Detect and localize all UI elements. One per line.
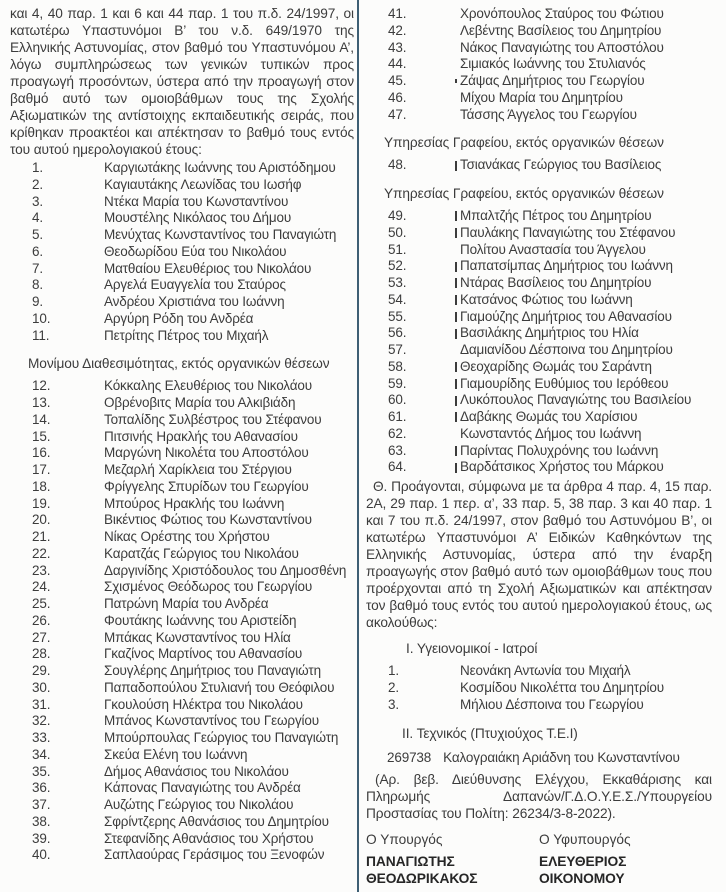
item-name: Αυζώτης Γεώργιος του Νικολάου [104, 797, 294, 812]
item-number: 39. [32, 830, 51, 846]
item-number: 26. [32, 612, 51, 628]
item-name: Λυκόπουλος Παναγιώτης του Βασιλείου [460, 392, 692, 408]
item-name: Ντάρας Βασίλειος του Δημητρίου [460, 275, 652, 290]
item-number: 24. [32, 579, 51, 595]
list-item [366, 392, 712, 409]
list-item [10, 294, 354, 311]
item-name: Νεονάκη Αντωνία του Μιχαήλ [460, 663, 631, 678]
item-name: Λεβέντης Βασίλειος του Δημητρίου [460, 22, 662, 38]
item-number: 27. [32, 629, 51, 645]
list-item [10, 847, 354, 864]
list-item [10, 194, 354, 211]
right-column [366, 5, 712, 887]
item-name: Μενύχτας Κωνσταντίνος του Παναγιώτη [104, 227, 337, 242]
list-item [10, 227, 354, 244]
item-number: 13. [32, 395, 51, 410]
item-number: 4. [32, 210, 43, 226]
list-item [366, 459, 712, 476]
list-item [10, 730, 354, 747]
item-number: 37. [32, 797, 51, 812]
item-name: Μίχου Μαρία του Δημητρίου [460, 89, 623, 105]
item-number: 21. [32, 529, 51, 544]
list-item [366, 90, 712, 107]
item-number: 30. [32, 679, 51, 695]
list-item [10, 177, 354, 194]
item-name: Κοσμίδου Νικολέττα του Δημητρίου [460, 679, 664, 695]
list-item [366, 6, 712, 23]
item-number: 17. [32, 462, 51, 477]
list-item [10, 261, 354, 278]
item-number: 41. [388, 6, 407, 21]
item-name: Δαμιανίδου Δέσποινα του Δημητρίου [460, 342, 673, 357]
signature-name: ΕΛΕΥΘΕΡΙΟΣ ΟΙΚΟΝΟΜΟΥ [539, 854, 627, 886]
item-number: 28. [32, 646, 51, 662]
item-name: Σκεύα Ελένη του Ιωάννη [104, 746, 248, 762]
list-item [10, 579, 354, 596]
item-number: 32. [32, 713, 51, 729]
list-item [10, 445, 354, 462]
item-number: 61. [388, 409, 407, 424]
item-number: 16. [32, 445, 51, 461]
item-number: 40. [32, 847, 51, 863]
list-item [10, 210, 354, 227]
item-name: Καγιαυτάκης Λεωνίδας του Ιωσήφ [104, 176, 302, 192]
promotion-list-48 [366, 157, 712, 174]
list-item [10, 328, 354, 345]
certificate-note: (Αρ. βεβ. Διεύθυνσης Ελέγχου, Εκκαθάρισης και Πληρωμής Δαπανών/Γ.Δ.Ο.Υ.Ε.Σ./Υπουργείου Προστασίας του Πολίτη: 26234/3-8-2022). [366, 772, 712, 822]
item-name: Σιμιακός Ιωάννης του Στυλιανός [460, 56, 646, 72]
item-name: Κατσάνος Φώτιος του Ιωάννη [460, 291, 633, 307]
item-number: 11. [32, 327, 50, 343]
item-number: 18. [32, 478, 51, 494]
signatures-block [366, 831, 712, 887]
intro-paragraph: και 4, 40 παρ. 1 και 6 και 44 παρ. 1 του π.δ. 24/1997, οι κατωτέρω Υπαστυνόμοι Β’ του ν.δ. 649/1970 της Ελληνικής Αστυνομίας, στον βαθμό του Υπαστυνόμου Α’, λόγω συμπληρώσεως των γενικών τυπικών προς προαγωγή προσόντων, ύστερα από την προαγωγή στον βαθμό αυτό των ομοιοβάθμων τους της Σχολής Αξιωματικών της αντίστοιχης εκπαιδευτικής σειράς, που κρίθηκαν προακτέοι και απέκτησαν το βαθμό τους εντός του αυτού ημερολογιακού έτους: [10, 6, 354, 157]
item-name: Στεφανίδης Αθανάσιος του Χρήστου [104, 830, 314, 846]
list-item [10, 764, 354, 781]
item-number: 8. [32, 277, 43, 293]
item-number: 64. [388, 459, 407, 475]
item-number: 62. [388, 425, 407, 441]
item-number: 36. [32, 780, 51, 796]
item-number: 10. [32, 310, 51, 326]
list-item [10, 529, 354, 546]
item-name: Μπαλτζής Πέτρος του Δημητρίου [460, 208, 652, 223]
item-number: 52. [388, 258, 407, 274]
redaction-mark [455, 262, 457, 272]
item-number: 54. [388, 291, 407, 307]
list-item [10, 395, 354, 412]
redaction-mark [455, 379, 457, 389]
item-name: Φρίγγελης Σπυρίδων του Γεωργίου [104, 478, 309, 494]
item-number: 9. [32, 294, 43, 309]
item-name: Γιαμουρίδης Ευθύμιος του Ιερόθεου [460, 375, 669, 391]
item-name: Αργύρη Ρόδη του Ανδρέα [104, 310, 254, 326]
item-name: Βασιλάκης Δημήτριος του Ηλία [460, 325, 639, 341]
theta-paragraph: Θ. Προάγονται, σύμφωνα με τα άρθρα 4 παρ. 4, 15 παρ. 2Α, 29 παρ. 1 περ. α’, 33 παρ. 5, 38 παρ. 3 και 40 παρ. 1 και 7 του π.δ. 24/1997, στον βαθμό του Αστυνόμου Β’, οι κατωτέρω Υπαστυνόμοι Α’ Ειδικών Καθηκόντων της Ελληνικής Αστυνομίας, ύστερα από την έναρξη προαγωγής στον βαθμό αυτό των ομοιοβάθμων τους που προέρχονται από τη Σχολή Αξιωματικών και απέκτησαν τον βαθμό τους εντός του αυτού ημερολογιακού έτους, ως ακολούθως: [366, 479, 712, 630]
list-item [10, 244, 354, 261]
item-number: 50. [388, 224, 407, 240]
item-name: Πιτσινής Ηρακλής του Αθανασίου [104, 428, 298, 444]
item-name: Μπάκας Κωνσταντίνος του Ηλία [104, 629, 291, 645]
list-item [366, 225, 712, 242]
item-number: 45. [388, 73, 407, 88]
item-name: Σουγλέρης Δημήτριος του Παναγιώτη [104, 663, 321, 678]
item-name: Τσιανάκας Γεώργιος του Βασίλειος [460, 157, 662, 173]
list-item [10, 311, 354, 328]
list-item [366, 680, 712, 697]
item-name: Μουστέλης Νικόλαος του Δήμου [104, 210, 292, 226]
list-item [10, 697, 354, 714]
signature-title: Ο Υπουργός [366, 832, 443, 848]
list-item [366, 56, 712, 73]
item-name: Θεοχαρίδης Θωμάς του Σαράντη [460, 358, 652, 374]
item-name: Νίκας Ορέστης του Χρήστου [104, 529, 270, 544]
item-number: 46. [388, 89, 407, 105]
item-name: Παπατσίμπας Δημήτριος του Ιωάννη [460, 258, 673, 274]
list-item [366, 342, 712, 359]
item-number: 14. [32, 411, 51, 427]
list-item [10, 630, 354, 647]
redaction-mark [455, 79, 457, 83]
list-item [10, 479, 354, 496]
redaction-mark [455, 278, 457, 288]
item-number: 48. [388, 157, 407, 173]
item-number: 6. [32, 243, 43, 259]
item-name: Γιαμούζης Δημήτριος του Αθανασίου [460, 308, 672, 324]
list-item [10, 596, 354, 613]
item-number: 22. [32, 545, 51, 561]
item-name: Φουτάκης Ιωάννης του Αριστείδη [104, 612, 297, 628]
list-item [10, 496, 354, 513]
subsection-texnikos: ΙΙ. Τεχνικός (Πτυχιούχος Τ.Ε.Ι) [402, 726, 578, 742]
redaction-mark [455, 446, 457, 456]
item-number: 19. [32, 495, 51, 511]
list-item [10, 613, 354, 630]
item-name: Καρατζάς Γεώργιος του Νικολάου [104, 545, 299, 561]
item-name: Τοπαλίδης Συλβέστρος του Στέφανου [104, 411, 322, 427]
item-name: Παυλάκης Παναγιώτης του Στέφανου [460, 224, 676, 240]
item-number: 20. [32, 512, 51, 528]
item-name: Παρίντας Πολυχρόνης του Ιωάννη [460, 442, 659, 458]
signature-minister [366, 831, 539, 887]
item-number: 3. [32, 193, 43, 209]
item-number: 44. [388, 56, 407, 72]
list-item [366, 359, 712, 376]
column-divider-rule [357, 0, 359, 892]
redaction-mark [455, 312, 457, 322]
item-number: 7. [32, 260, 43, 276]
item-number: 5. [32, 227, 43, 242]
list-item [366, 663, 712, 680]
item-number: 55. [388, 308, 407, 324]
item-number: 42. [388, 22, 407, 38]
list-item [366, 73, 712, 90]
list-item [10, 429, 354, 446]
item-name: Νάκος Παναγιώτης του Αποστόλου [460, 39, 664, 55]
item-name: Οβρένοβιτς Μαρία του Αλκιβιάδη [104, 395, 296, 410]
redaction-mark [455, 362, 457, 372]
list-item [366, 157, 712, 174]
item-name: Πατρώνη Μαρία του Ανδρέα [104, 596, 269, 611]
item-number: 43. [388, 39, 407, 55]
item-name: Χρονόπουλος Σταύρος του Φώτιου [460, 6, 664, 21]
item-number: 25. [32, 596, 51, 611]
list-item [366, 275, 712, 292]
item-number: 53. [388, 275, 407, 290]
list-item [366, 40, 712, 57]
item-number: 2. [32, 176, 43, 192]
list-item [366, 242, 712, 259]
list-item [366, 426, 712, 443]
list-item [10, 831, 354, 848]
item-number: 51. [388, 241, 407, 257]
item-number: 33. [32, 730, 51, 745]
registry-number: 269738 [387, 750, 432, 766]
promotion-list-12-40 [10, 378, 354, 864]
signature-title: Ο Υφυπουργός [539, 832, 631, 848]
list-item [10, 646, 354, 663]
item-name: Γκαζίνος Μαρτίνος του Αθανασίου [104, 646, 303, 662]
section-header-ypiresias-grafeiou-2: Υπηρεσίας Γραφείου, εκτός οργανικών θέσεων [384, 186, 664, 201]
item-number: 23. [32, 562, 51, 578]
signature-name: ΠΑΝΑΓΙΩΤΗΣ ΘΕΟΔΩΡΙΚΑΚΟΣ [366, 854, 478, 886]
list-item [10, 680, 354, 697]
item-name: Μπούρπουλας Γεώργιος του Παναγιώτη [104, 730, 339, 745]
redaction-mark [455, 161, 457, 171]
list-item [10, 160, 354, 177]
item-number: 38. [32, 813, 51, 829]
item-name: Γκουλούση Ηλέκτρα του Νικολάου [104, 696, 303, 712]
list-item [366, 443, 712, 460]
item-name: Κωνσταντός Δήμος του Ιωάννη [460, 425, 642, 441]
doctors-list-1-3 [366, 663, 712, 713]
item-number: 31. [32, 696, 51, 712]
promotion-list-49-64 [366, 208, 712, 476]
item-name: Σφρίντζερης Αθανάσιος του Δημητρίου [104, 813, 329, 829]
left-column [10, 5, 354, 864]
list-item [366, 208, 712, 225]
item-number: 49. [388, 208, 407, 223]
redaction-mark [455, 295, 457, 305]
item-name: Δήμος Αθανάσιος του Νικολάου [104, 763, 289, 779]
list-item [10, 814, 354, 831]
item-name: Τάσσης Άγγελος του Γεωργίου [460, 106, 637, 122]
item-name: Ματθαίου Ελευθέριος του Νικολάου [104, 260, 312, 276]
list-item [366, 309, 712, 326]
redaction-mark [455, 228, 457, 238]
item-name: Σχισμένος Θεόδωρος του Γεωργίου [104, 579, 313, 595]
list-item [366, 697, 712, 714]
item-number: 59. [388, 375, 407, 391]
item-name: Πετρίτης Πέτρος του Μιχαήλ [104, 327, 269, 343]
item-name: Παπαδοπούλου Στυλιανή του Θεόφιλου [104, 679, 335, 695]
item-number: 1. [388, 663, 399, 678]
redaction-mark [455, 463, 457, 473]
promotion-list-41-47 [366, 6, 712, 123]
list-item [366, 258, 712, 275]
redaction-mark [455, 329, 457, 339]
item-number: 56. [388, 325, 407, 341]
list-item [366, 325, 712, 342]
item-name: Μπούρος Ηρακλής του Ιωάννη [104, 495, 285, 511]
list-item [10, 563, 354, 580]
redaction-mark [455, 211, 457, 221]
redaction-mark [455, 412, 457, 422]
redaction-mark [455, 396, 457, 406]
list-item [366, 376, 712, 393]
list-item [366, 107, 712, 124]
item-number: 34. [32, 746, 51, 762]
item-number: 57. [388, 342, 407, 357]
item-name: Μεζαρλή Χαρίκλεια του Στέργιου [104, 462, 292, 477]
item-name: Καλογραιάκη Αριάδνη του Κωνσταντίνου [443, 750, 680, 766]
item-name: Δαβάκης Θωμάς του Χαρίσιου [460, 409, 638, 424]
item-name: Σαπλαούρας Γεράσιμος του Ξενοφών [104, 847, 325, 863]
item-name: Μπάνος Κωνσταντίνος του Γεωργίου [104, 713, 319, 729]
list-item [10, 713, 354, 730]
list-item [10, 277, 354, 294]
item-name: Μαργώνη Νικολέτα του Αποστόλου [104, 445, 309, 461]
list-item [10, 412, 354, 429]
item-name: Μήλιου Δέσποινα του Γεωργίου [460, 696, 644, 712]
list-item [366, 23, 712, 40]
item-number: 47. [388, 106, 407, 122]
technical-entry [366, 749, 712, 766]
item-number: 63. [388, 442, 407, 458]
list-item [10, 663, 354, 680]
item-number: 60. [388, 392, 407, 408]
item-number: 12. [32, 378, 51, 394]
item-name: Καργιωτάκης Ιωάννης του Αριστόδημου [104, 160, 336, 175]
item-number: 2. [388, 679, 399, 695]
item-number: 15. [32, 428, 51, 444]
list-item [10, 546, 354, 563]
item-number: 35. [32, 763, 51, 779]
list-item [10, 797, 354, 814]
list-item [10, 780, 354, 797]
list-item [10, 512, 354, 529]
section-header-monimou-diathesimotitas: Μονίμου Διαθεσιμότητας, εκτός οργανικών θέσεων [28, 356, 330, 372]
item-number: 1. [32, 160, 43, 175]
item-name: Κόκκαλης Ελευθέριος του Νικολάου [104, 378, 312, 394]
item-name: Δαργινίδης Χριστόδουλος του Δημοσθένη [104, 562, 347, 578]
item-name: Ανδρέου Χριστιάνα του Ιωάννη [104, 294, 285, 309]
item-name: Ντέκα Μαρία του Κωνσταντίνου [104, 193, 289, 209]
item-number: 29. [32, 663, 51, 678]
item-number: 3. [388, 696, 399, 712]
list-item [10, 462, 354, 479]
list-item [10, 747, 354, 764]
item-name: Πολίτου Αναστασία του Άγγελου [460, 241, 646, 257]
promotion-list-1-11 [10, 160, 354, 344]
subsection-ygeionomikoi-iatroi: Ι. Υγειονομικοί - Ιατροί [406, 641, 538, 656]
list-item [10, 378, 354, 395]
item-name: Αργελά Ευαγγελία του Σταύρος [104, 277, 286, 293]
item-name: Βαρδάτσικος Χρήστος του Μάρκου [460, 459, 664, 475]
item-name: Κάπονας Παναγιώτης του Ανδρέα [104, 780, 301, 796]
list-item [366, 292, 712, 309]
list-item [366, 409, 712, 426]
item-name: Ζάψας Δημήτριος του Γεωργίου [460, 73, 645, 88]
item-number: 58. [388, 358, 407, 374]
section-header-ypiresias-grafeiou-1: Υπηρεσίας Γραφείου, εκτός οργανικών θέσεων [384, 135, 664, 151]
signature-deputy-minister [539, 831, 712, 887]
item-name: Βικέντιος Φώτιος του Κωνσταντίνου [104, 512, 312, 528]
item-name: Θεοδωρίδου Εύα του Νικολάου [104, 243, 287, 259]
